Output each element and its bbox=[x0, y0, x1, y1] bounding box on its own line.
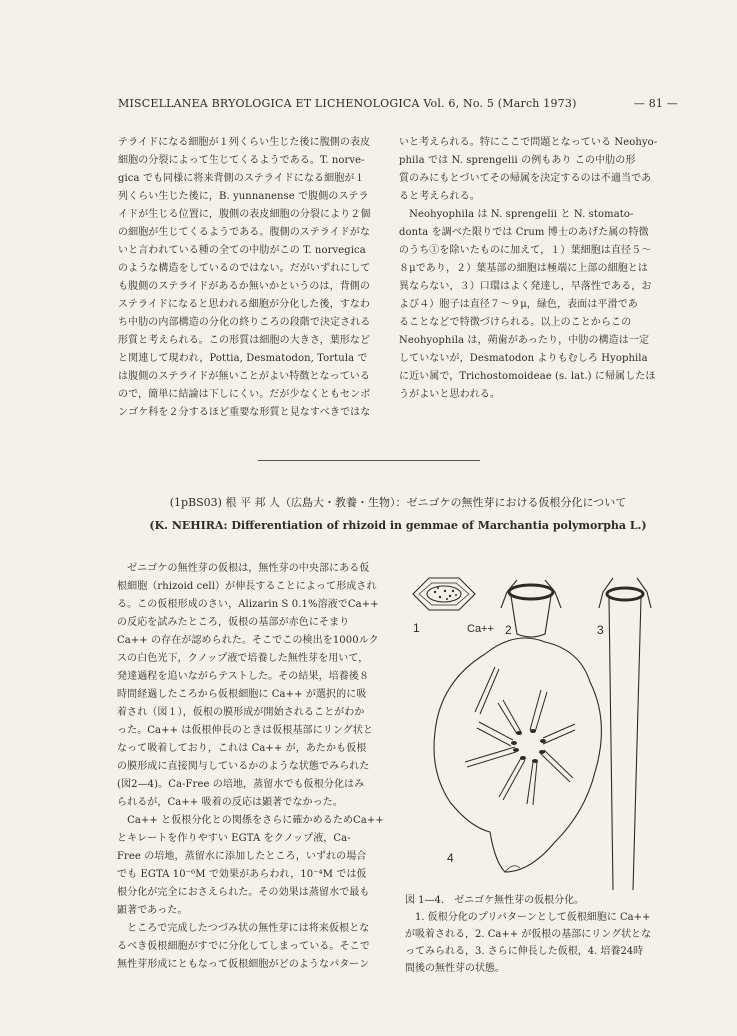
text-line: 細胞の分裂によって生じてくるようである。T. norve- bbox=[118, 155, 365, 166]
panel-4-gemma bbox=[434, 638, 601, 872]
text-line: 時間経過したころから仮根細胞に Ca++ が選択的に吸 bbox=[117, 689, 367, 700]
text-line: ることなどで特徴づけられる。以上のことからこの bbox=[399, 317, 632, 328]
text-line: 着され（図１），仮根の膜形成が開始されることがわか bbox=[117, 707, 365, 718]
text-line: のような構造をしているのではない。だがいずれにして bbox=[118, 263, 371, 274]
text-line: 発達過程を追いながらテストした。その結果，培養後８ bbox=[117, 671, 370, 682]
text-line: Neohyophila は，蒴歯があったり，中肋の構造は一定 bbox=[399, 335, 650, 346]
text-line: Free の培地，蒸留水に添加したところ，いずれの場合 bbox=[117, 851, 367, 862]
caption-line: 1. 仮根分化のプリパターンとして仮根細胞に Ca++ bbox=[405, 912, 651, 923]
text-line: 列くらい生じた後に，B. yunnanense で腹側のステラ bbox=[118, 191, 369, 202]
text-line: のうち①を除いたものに加えて，１）葉細胞は直径５～ bbox=[399, 245, 652, 256]
text-line: phila では N. sprengelii の例もあり この中肋の形 bbox=[399, 155, 636, 166]
text-line: ンゴケ科を２分するほど重要な形質と見なすべきではな bbox=[118, 407, 371, 418]
text-line: Neohyophila は N. sprengelii と N. stomato- bbox=[399, 209, 634, 220]
text-line: 無性芽形成にともなって仮根細胞がどのようなパターン bbox=[117, 959, 370, 970]
text-line: ると考えられる。 bbox=[399, 191, 480, 202]
caption-line: 図 1—4. ゼニゴケ無性芽の仮根分化。 bbox=[405, 895, 585, 906]
text-line: 異ならない，３）口環はよく発達し，早落性である，お bbox=[399, 281, 652, 292]
abstract-title-ja: (1pBS03) 根 平 邦 人（広島大・教養・生物）：ゼニゴケの無性芽における仮根分化について bbox=[169, 496, 627, 509]
text-line: った。Ca++ は仮根伸長のときは仮根基部にリング状と bbox=[117, 725, 374, 736]
figure-caption bbox=[405, 892, 675, 977]
abstract-body bbox=[117, 560, 389, 974]
text-line: に近い属で，Trichostomoideae (s. lat.) に帰属したほ bbox=[399, 371, 656, 382]
text-line: ステライドになると思われる細胞が分化した後，すなわ bbox=[118, 299, 370, 310]
figure-label-4: 4 bbox=[447, 851, 454, 865]
text-line: られるが，Ca++ 吸着の反応は顕著でなかった。 bbox=[117, 797, 343, 808]
text-line: と関連して現われ，Pottia, Desmatodon, Tortula で bbox=[118, 353, 368, 364]
abstract-title-en: (K. NEHIRA: Differentiation of rhizoid in gemmae of Marchantia polymorpha L.) bbox=[149, 519, 647, 532]
top-left-column bbox=[118, 134, 400, 422]
caption-line: 間後の無性芽の状態。 bbox=[405, 963, 505, 974]
text-line: でも EGTA 10⁻⁶M で効果があらわれ，10⁻⁴M では仮 bbox=[117, 869, 367, 880]
text-line: Ca++ の存在が認められた。そこでこの検出を1000ルク bbox=[117, 635, 379, 646]
text-line: イドが生じる位置に，腹側の表皮細胞の分裂により２個 bbox=[118, 209, 371, 220]
top-right-column bbox=[399, 134, 681, 404]
text-line: は腹側のステライドが無いことがよい特徴となっている bbox=[118, 371, 370, 382]
text-line: ち中肋の内部構造の分化の終りころの段階で決定される bbox=[118, 317, 371, 328]
text-line: なって吸着しており，これは Ca++ が，あたかも仮根 bbox=[117, 743, 367, 754]
figure-label-3: 3 bbox=[597, 623, 604, 637]
text-line: Ca++ と仮根分化との関係をさらに確かめるためCa++ bbox=[117, 815, 384, 826]
text-line: ゼニゴケの無性芽の仮根は，無性芽の中央部にある仮 bbox=[117, 563, 370, 574]
panel-1-cell bbox=[413, 578, 475, 610]
text-line: gica でも同様に将来背側のステライドになる細胞が１ bbox=[118, 173, 365, 184]
text-line: いと言われている種の全ての中肋がこの T. norvegica bbox=[118, 245, 366, 256]
text-line: の細胞が生じてくるようである。腹側のステライドがな bbox=[118, 227, 370, 238]
figure-label-ca: Ca++ bbox=[467, 623, 494, 635]
text-line: うがよいと思われる。 bbox=[399, 389, 500, 400]
panel-4-ring-marks bbox=[511, 729, 546, 763]
section-divider bbox=[258, 460, 480, 461]
panel-3-rhizoid bbox=[599, 578, 651, 890]
text-line: スの白色光下，クノップ液で培養した無性芽を用いて， bbox=[117, 653, 369, 664]
caption-line: が吸着される，2. Ca++ が仮根の基部にリング状とな bbox=[405, 929, 652, 940]
text-line: テライドになる細胞が１列くらい生じた後に腹側の表皮 bbox=[118, 137, 371, 148]
figure-label-2: 2 bbox=[505, 623, 512, 637]
text-line: よび４）胞子は直径７～９μ，緑色，表面は平滑であ bbox=[399, 299, 638, 310]
caption-line: ってみられる，3. さらに伸長した仮根，4. 培養24時 bbox=[405, 946, 644, 957]
text-line: 根分化が完全におさえられた。その効果は蒸留水で最も bbox=[117, 887, 370, 898]
text-line: の膜形成に直接関与しているかのような状態でみられた bbox=[117, 761, 370, 772]
figure-rhizoid-gemmae bbox=[395, 572, 675, 896]
text-line: donta を調べた限りでは Crum 博士のあげた属の特徴 bbox=[399, 227, 649, 238]
text-line: も腹側のステライドがあるか無いかというのは，背側の bbox=[118, 281, 370, 292]
text-line: とキレートを作りやすい EGTA をクノップ液，Ca- bbox=[117, 833, 351, 844]
text-line: ８μであり，２）葉基部の細胞は極端に上部の細胞とは bbox=[399, 263, 648, 274]
panel-4-rhizoids bbox=[465, 667, 575, 805]
running-header bbox=[118, 97, 678, 110]
text-line: るべき仮根細胞がすでに分化してしまっている。そこで bbox=[117, 941, 370, 952]
text-line: (図2—4)。Ca-Free の培地，蒸留水でも仮根分化はみ bbox=[117, 779, 365, 790]
panel-1-dots bbox=[434, 587, 457, 600]
text-line: ので，簡単に結論は下しにくい。だが少なくともセンボ bbox=[118, 389, 371, 400]
figure-label-1: 1 bbox=[413, 621, 420, 635]
figure-drawing bbox=[395, 572, 675, 892]
text-line: 根細胞（rhizoid cell）が伸長することによって形成され bbox=[117, 581, 377, 592]
text-line: 形質と考えられる。この形質は細胞の大きさ，葉形など bbox=[118, 335, 371, 346]
text-line: いと考えられる。特にここで問題となっている Neohyo- bbox=[399, 137, 658, 148]
text-line: ところで完成したつづみ状の無性芽には将来仮根とな bbox=[117, 923, 370, 934]
text-line: 顕著であった。 bbox=[117, 905, 188, 916]
text-line: の反応を試みたところ，仮根の基部が赤色にそまり bbox=[117, 617, 350, 628]
text-line: していないが，Desmatodon よりもむしろ Hyophila bbox=[399, 353, 648, 364]
running-title: MISCELLANEA BRYOLOGICA ET LICHENOLOGICA Vol. 6, No. 5 (March 1973) bbox=[118, 97, 577, 110]
text-line: 質のみにもとづいてその帰属を決定するのは不適当であ bbox=[399, 173, 652, 184]
text-line: る。この仮根形成のさい，Alizarin S 0.1%溶液でCa++ bbox=[117, 599, 379, 610]
page-number: — 81 — bbox=[633, 97, 678, 110]
